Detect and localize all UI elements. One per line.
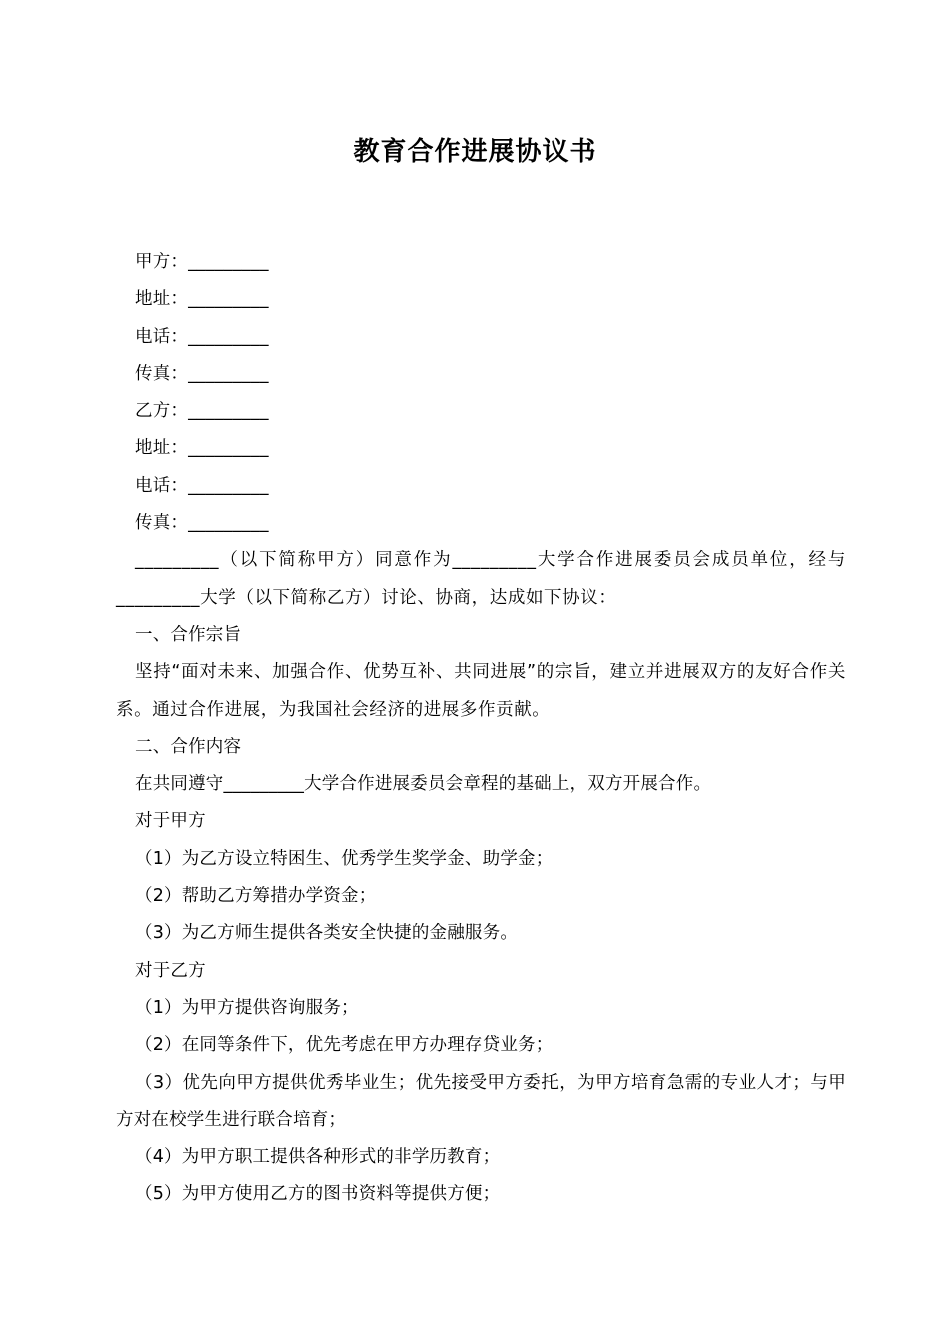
party-b-obligations-heading: 对于乙方 (135, 960, 206, 981)
party-a-address-field: 地址：_________ (135, 289, 269, 310)
purpose-paragraph: 坚持“面对未来、加强合作、优势互补、共同进展”的宗旨，建立并进展双方的友好合作关系。通过合作进展，为我国社会经济的进展多作贡献。 (116, 662, 846, 720)
party-a-fax-field: 传真：_________ (135, 363, 269, 384)
intro-paragraph: _________（以下简称甲方）同意作为_________大学合作进展委员会成员单位，经与_________大学（以下简称乙方）讨论、协商，达成如下协议： (116, 550, 846, 608)
party-b-item: （3）优先向甲方提供优秀毕业生；优先接受甲方委托，为甲方培育急需的专业人才；与甲方对在校学生进行联合培育； (116, 1072, 846, 1130)
party-b-phone-field: 电话：_________ (135, 475, 269, 496)
party-b-address-field: 地址：_________ (135, 438, 269, 459)
party-a-item: （3）为乙方师生提供各类安全快捷的金融服务。 (135, 923, 519, 944)
section-heading-content: 二、合作内容 (135, 736, 242, 757)
party-b-fax-field: 传真：_________ (135, 513, 269, 534)
party-b-name-field: 乙方：_________ (135, 401, 269, 422)
party-a-name-field: 甲方：_________ (135, 252, 269, 272)
document-title: 教育合作进展协议书 (353, 137, 597, 167)
content-intro-paragraph: 在共同遵守_________大学合作进展委员会章程的基础上，双方开展合作。 (135, 774, 712, 795)
party-b-item: （1）为甲方提供咨询服务； (135, 997, 359, 1018)
party-a-item: （2）帮助乙方筹措办学资金； (135, 886, 377, 907)
party-a-item: （1）为乙方设立特困生、优秀学生奖学金、助学金； (135, 848, 554, 869)
section-heading-purpose: 一、合作宗旨 (135, 624, 242, 645)
party-b-item: （4）为甲方职工提供各种形式的非学历教育； (135, 1147, 501, 1168)
party-a-phone-field: 电话：_________ (135, 326, 269, 347)
party-b-item: （5）为甲方使用乙方的图书资料等提供方便； (135, 1184, 501, 1205)
document-body (116, 244, 846, 1214)
party-b-item: （2）在同等条件下，优先考虑在甲方办理存贷业务； (135, 1035, 554, 1056)
party-a-obligations-heading: 对于甲方 (135, 811, 206, 832)
